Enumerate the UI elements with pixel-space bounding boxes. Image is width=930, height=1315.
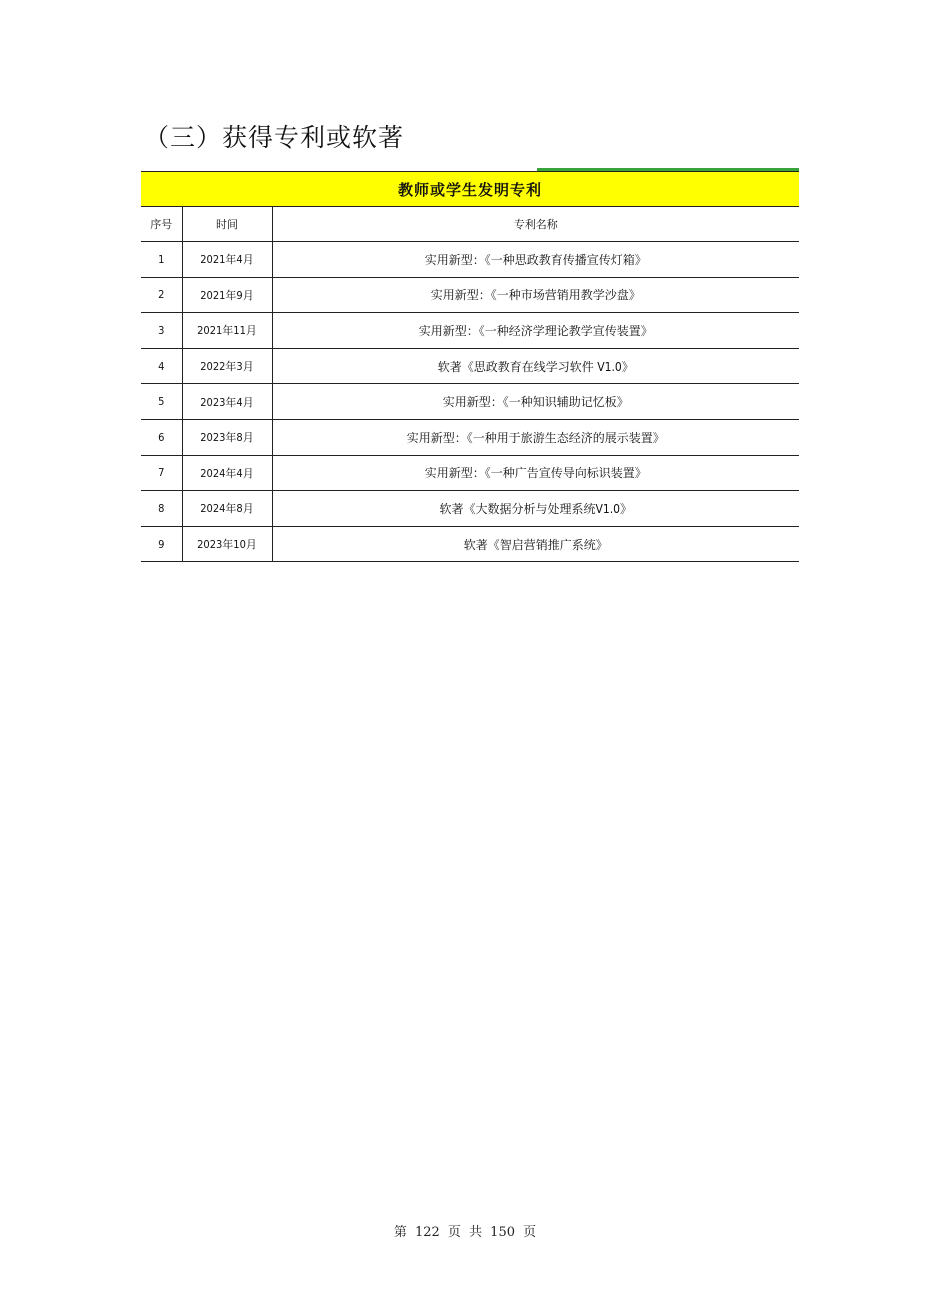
page-number: 第 122 页 共 150 页 bbox=[393, 1225, 537, 1240]
table-row bbox=[141, 277, 799, 313]
row-time: 2021年4月 bbox=[182, 242, 272, 278]
row-seq: 3 bbox=[141, 313, 182, 349]
row-seq: 1 bbox=[141, 242, 182, 278]
row-time: 2024年8月 bbox=[182, 491, 272, 527]
row-time: 2024年4月 bbox=[182, 455, 272, 491]
row-name: 实用新型：《一种用于旅游生态经济的展示装置》 bbox=[272, 419, 799, 455]
row-name: 实用新型：《一种思政教育传播宣传灯箱》 bbox=[272, 242, 799, 278]
table-row bbox=[141, 348, 799, 384]
row-name: 实用新型：《一种广告宣传导向标识装置》 bbox=[272, 455, 799, 491]
row-time: 2022年3月 bbox=[182, 348, 272, 384]
table-row bbox=[141, 313, 799, 349]
row-name: 软著《思政教育在线学习软件 V1.0》 bbox=[272, 348, 799, 384]
row-name: 实用新型：《一种市场营销用教学沙盘》 bbox=[272, 277, 799, 313]
section-title: （三）获得专利或软著 bbox=[144, 123, 405, 152]
table-row bbox=[141, 419, 799, 455]
row-seq: 5 bbox=[141, 384, 182, 420]
row-name: 软著《大数据分析与处理系统V1.0》 bbox=[272, 491, 799, 527]
table-row bbox=[141, 491, 799, 527]
header-name: 专利名称 bbox=[272, 207, 799, 242]
row-seq: 6 bbox=[141, 419, 182, 455]
header-time: 时间 bbox=[182, 207, 272, 242]
row-seq: 2 bbox=[141, 277, 182, 313]
table-header-row bbox=[141, 207, 799, 242]
table-title-row bbox=[141, 172, 799, 207]
table-row bbox=[141, 526, 799, 562]
row-time: 2023年4月 bbox=[182, 384, 272, 420]
row-time: 2023年8月 bbox=[182, 419, 272, 455]
row-seq: 7 bbox=[141, 455, 182, 491]
row-name: 实用新型：《一种知识辅助记忆板》 bbox=[272, 384, 799, 420]
row-seq: 9 bbox=[141, 526, 182, 562]
header-seq: 序号 bbox=[141, 207, 182, 242]
row-name: 软著《智启营销推广系统》 bbox=[272, 526, 799, 562]
row-seq: 4 bbox=[141, 348, 182, 384]
patent-table bbox=[141, 171, 799, 562]
row-seq: 8 bbox=[141, 491, 182, 527]
row-name: 实用新型：《一种经济学理论教学宣传装置》 bbox=[272, 313, 799, 349]
row-time: 2021年9月 bbox=[182, 277, 272, 313]
table-row bbox=[141, 242, 799, 278]
row-time: 2021年11月 bbox=[182, 313, 272, 349]
table-row bbox=[141, 384, 799, 420]
table-row bbox=[141, 455, 799, 491]
table-title: 教师或学生发明专利 bbox=[141, 172, 799, 207]
row-time: 2023年10月 bbox=[182, 526, 272, 562]
